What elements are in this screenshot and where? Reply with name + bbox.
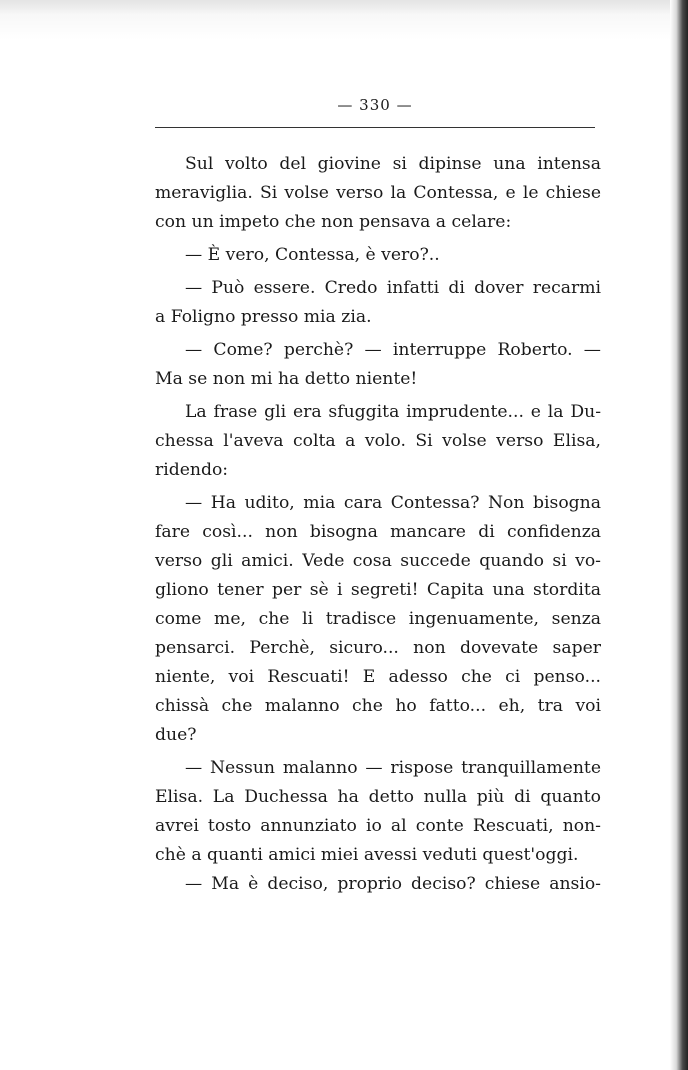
text-line: con un impeto che non pensava a celare: — [155, 212, 512, 232]
text-line: chessa l'aveva colta a volo. Si volse verso Elisa, — [155, 431, 601, 451]
text-line: verso gli amici. Vede cosa succede quando si vo- — [155, 551, 601, 571]
text-line: chè a quanti amici miei avessi veduti quest'oggi. — [155, 845, 579, 865]
text-line: avrei tosto annunziato io al conte Rescuati, non- — [155, 816, 601, 836]
text-line: fare così... non bisogna mancare di confidenza — [155, 522, 601, 542]
text-line: — Nessun malanno — rispose tranquillamente — [185, 758, 601, 778]
text-line: — È vero, Contessa, è vero?.. — [185, 245, 440, 265]
text-line: come me, che li tradisce ingenuamente, senza — [155, 609, 601, 629]
page-top-shadow — [0, 0, 688, 14]
text-line: gliono tener per sè i segreti! Capita una stordita — [155, 580, 601, 600]
text-line: due? — [155, 725, 197, 745]
text-line: Elisa. La Duchessa ha detto nulla più di quanto — [155, 787, 601, 807]
text-line: meraviglia. Si volse verso la Contessa, e le chiese — [155, 183, 601, 203]
header-rule — [155, 127, 595, 128]
text-line: — Ha udito, mia cara Contessa? Non bisogna — [185, 493, 601, 513]
text-line: — Può essere. Credo infatti di dover recarmi — [185, 278, 601, 298]
body-text — [155, 150, 601, 899]
text-line: Ma se non mi ha detto niente! — [155, 369, 418, 389]
text-line: a Foligno presso mia zia. — [155, 307, 372, 327]
text-line: ridendo: — [155, 460, 229, 480]
page-edge-shadow — [670, 0, 688, 1070]
text-line: — Come? perchè? — interruppe Roberto. — — [185, 340, 601, 360]
text-line: pensarci. Perchè, sicuro... non dovevate saper — [155, 638, 601, 658]
text-line: — Ma è deciso, proprio deciso? chiese ansio- — [185, 874, 601, 894]
text-line: La frase gli era sfuggita imprudente... e la Du- — [185, 402, 601, 422]
text-line: chissà che malanno che ho fatto... eh, tra voi — [155, 696, 601, 716]
text-line: Sul volto del giovine si dipinse una intensa — [185, 154, 601, 174]
page-number: — 330 — — [337, 96, 413, 114]
text-line: niente, voi Rescuati! E adesso che ci penso... — [155, 667, 601, 687]
